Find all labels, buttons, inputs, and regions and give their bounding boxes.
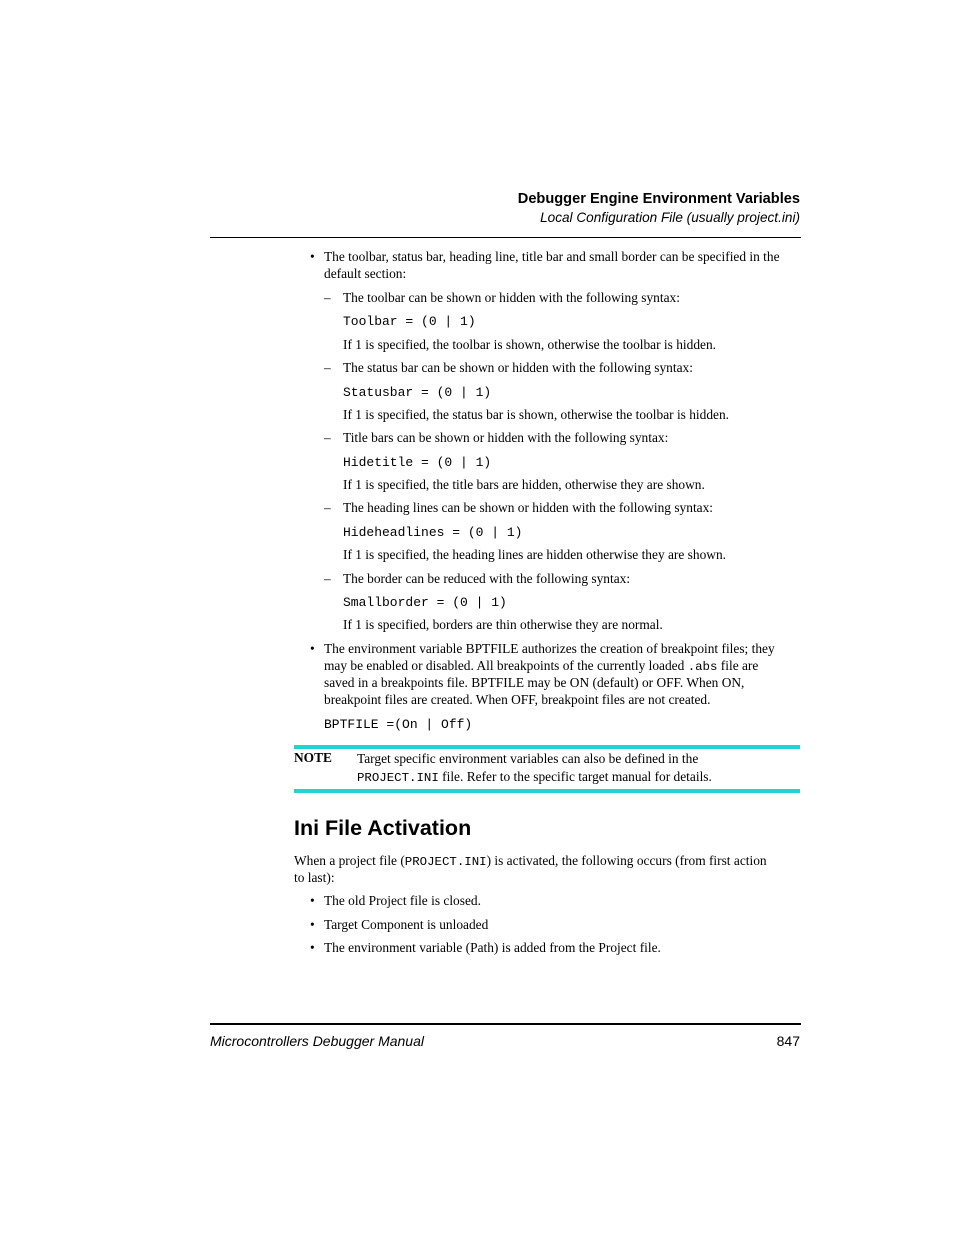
running-header-title: Debugger Engine Environment Variables: [517, 191, 800, 207]
running-header-subtitle: Local Configuration File (usually project.ini): [540, 210, 800, 225]
bullet-marker: •: [310, 249, 315, 264]
setting-explain-hidetitle: If 1 is specified, the title bars are hidden, otherwise they are shown.: [343, 477, 705, 492]
section-project-ini-code: PROJECT.INI: [404, 855, 487, 869]
bullet-marker: •: [310, 641, 315, 656]
dash-marker: –: [324, 571, 331, 586]
setting-intro-hidetitle: Title bars can be shown or hidden with the following syntax:: [343, 430, 669, 445]
dash-marker: –: [324, 360, 331, 375]
setting-intro-statusbar: The status bar can be shown or hidden with the following syntax:: [343, 360, 693, 375]
dash-marker: –: [324, 500, 331, 515]
section-para-pre: When a project file (: [294, 853, 405, 868]
section-para-post: ) is activated, the following occurs (from first action: [486, 853, 767, 868]
dash-marker: –: [324, 290, 331, 305]
list-item: Target Component is unloaded: [324, 917, 489, 932]
setting-explain-statusbar: If 1 is specified, the status bar is shown, otherwise the toolbar is hidden.: [343, 407, 730, 422]
note-line-2: [357, 768, 712, 787]
setting-explain-hideheadlines: If 1 is specified, the heading lines are hidden otherwise they are shown.: [343, 547, 726, 562]
section-para-line-1: [294, 852, 767, 871]
code-hidetitle: Hidetitle = (0 | 1): [343, 455, 492, 470]
intro-bullet-line-1: The toolbar, status bar, heading line, title bar and small border can be specified in the: [324, 249, 780, 264]
list-item: The environment variable (Path) is added from the Project file.: [324, 940, 661, 955]
code-bptfile: BPTFILE =(On | Off): [324, 717, 473, 732]
footer-page-number: 847: [776, 1033, 800, 1049]
bullet-marker: •: [310, 893, 315, 908]
bptfile-line-2-text: may be enabled or disabled. All breakpoints of the currently loaded: [324, 658, 685, 673]
setting-intro-hideheadlines: The heading lines can be shown or hidden with the following syntax:: [343, 500, 714, 515]
note-project-ini-code: PROJECT.INI: [357, 771, 439, 785]
note-bottom-rule: [294, 789, 800, 793]
footer-rule: [210, 1023, 801, 1025]
code-smallborder: Smallborder = (0 | 1): [343, 595, 507, 610]
setting-intro-smallborder: The border can be reduced with the following syntax:: [343, 571, 631, 586]
code-hideheadlines: Hideheadlines = (0 | 1): [343, 525, 523, 540]
bptfile-line-2-end: file are: [720, 658, 759, 673]
list-item: The old Project file is closed.: [324, 893, 481, 908]
bptfile-abs-code: .abs: [687, 660, 718, 674]
section-para-line-2: to last):: [294, 870, 335, 885]
bullet-marker: •: [310, 917, 315, 932]
bptfile-line-3: saved in a breakpoints file. BPTFILE may be ON (default) or OFF. When ON,: [324, 675, 745, 690]
section-heading: Ini File Activation: [294, 816, 472, 840]
setting-intro-toolbar: The toolbar can be shown or hidden with the following syntax:: [343, 290, 680, 305]
note-top-rule: [294, 745, 800, 749]
note-line-2-text: file. Refer to the specific target manual for details.: [442, 769, 712, 784]
header-rule: [210, 237, 801, 238]
code-statusbar: Statusbar = (0 | 1): [343, 385, 492, 400]
footer-manual-title: Microcontrollers Debugger Manual: [210, 1033, 424, 1049]
intro-bullet-line-2: default section:: [324, 266, 407, 281]
setting-explain-toolbar: If 1 is specified, the toolbar is shown, otherwise the toolbar is hidden.: [343, 337, 717, 352]
setting-explain-smallborder: If 1 is specified, borders are thin otherwise they are normal.: [343, 617, 663, 632]
note-line-1: Target specific environment variables can also be defined in the: [357, 751, 699, 766]
dash-marker: –: [324, 430, 331, 445]
bullet-marker: •: [310, 940, 315, 955]
code-toolbar: Toolbar = (0 | 1): [343, 314, 476, 329]
bptfile-line-1: The environment variable BPTFILE authorizes the creation of breakpoint files; they: [324, 641, 775, 656]
bptfile-line-4: breakpoint files are created. When OFF, breakpoint files are not created.: [324, 692, 711, 707]
note-label: NOTE: [294, 750, 332, 765]
